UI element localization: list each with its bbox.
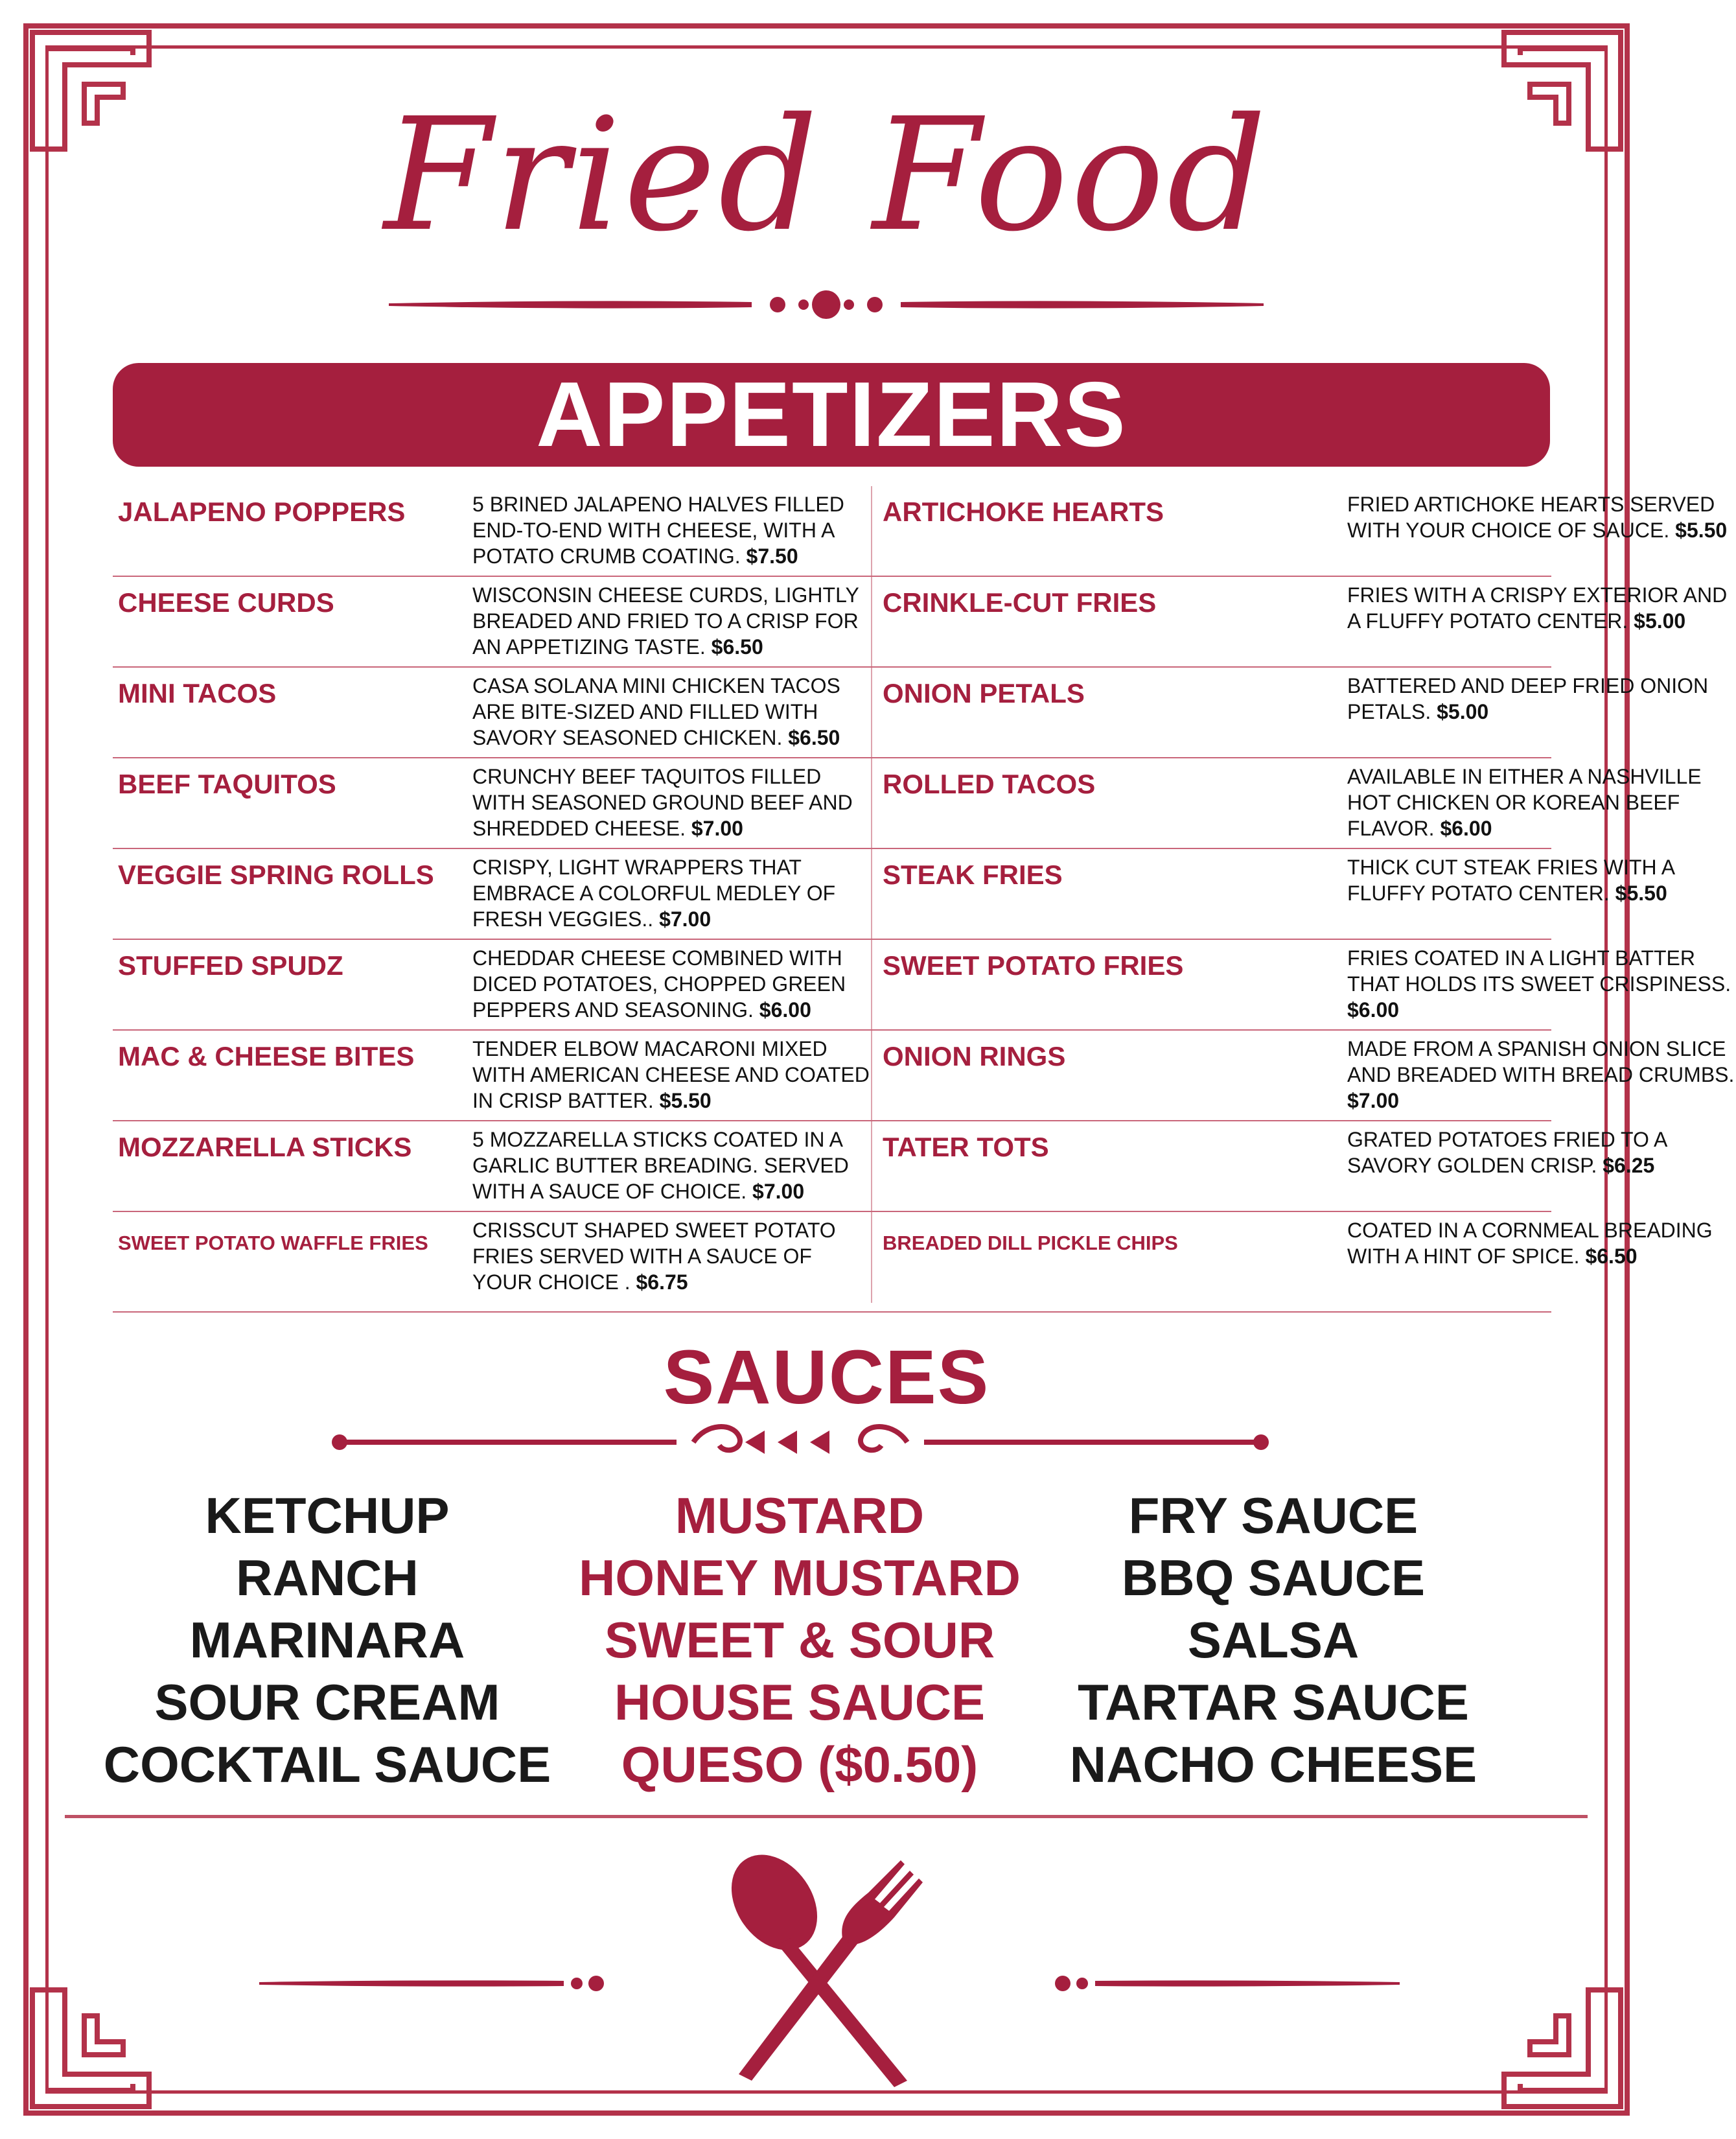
item-description [1347,582,1736,634]
item-description [472,854,874,932]
menu-item-row [113,758,877,849]
item-name: ONION RINGS [883,1041,1066,1071]
item-description-text: CRUNCHY BEEF TAQUITOS FILLED WITH SEASONED GROUND BEEF AND SHREDDED CHEESE. [472,765,853,840]
item-description-text: TENDER ELBOW MACARONI MIXED WITH AMERICAN CHEESE AND COATED IN CRISP BATTER. [472,1037,870,1112]
item-description [472,582,874,660]
sauces-heading: SAUCES [663,1335,990,1420]
sauce-item: SALSA [1187,1611,1360,1668]
item-price: $7.00 [752,1180,805,1203]
item-description [1347,854,1736,906]
item-description [1347,673,1736,725]
menu-item-row [113,1031,877,1121]
item-description-text: COATED IN A CORNMEAL BREADING WITH A HINT OF SPICE. [1347,1219,1713,1268]
sauce-item: KETCHUP [205,1487,450,1544]
menu-item-row [877,849,1674,940]
item-name: JALAPENO POPPERS [118,497,406,527]
item-name: CHEESE CURDS [118,587,334,618]
item-price: $7.00 [1347,1089,1400,1112]
corner-ornament-icon [26,1983,156,2113]
item-description-text: CASA SOLANA MINI CHICKEN TACOS ARE BITE-SIZED AND FILLED WITH SAVORY SEASONED CHICKEN. [472,674,840,749]
item-description-text: THICK CUT STEAK FRIES WITH A FLUFFY POTATO CENTER. [1347,856,1674,905]
divider-line [65,1815,1588,1818]
item-price: $6.00 [1347,998,1400,1022]
item-description-text: CRISSCUT SHAPED SWEET POTATO FRIES SERVED WITH A SAUCE OF YOUR CHOICE . [472,1219,836,1294]
sauce-item: TARTAR SAUCE [1078,1674,1469,1731]
item-price: $6.50 [788,726,840,749]
item-description-text: FRIED ARTICHOKE HEARTS SERVED WITH YOUR CHOICE OF SAUCE. [1347,493,1715,542]
item-description-text: GRATED POTATOES FRIED TO A SAVORY GOLDEN CRISP. [1347,1128,1667,1177]
menu-item-row [113,940,877,1031]
sauce-item: SWEET & SOUR [604,1611,995,1668]
item-description-text: AVAILABLE IN EITHER A NASHVILLE HOT CHICKEN OR KOREAN BEEF FLAVOR. [1347,765,1702,840]
flourish-icon [1037,1970,1400,1996]
menu-item-row [877,486,1728,577]
item-name: VEGGIE SPRING ROLLS [118,859,434,890]
item-name: ONION PETALS [883,678,1085,708]
menu-item-row [113,577,877,668]
item-price: $7.50 [746,544,798,568]
item-description [1347,1217,1736,1269]
item-price: $5.00 [1437,700,1489,723]
sauce-item: FRY SAUCE [1128,1487,1418,1544]
sauce-item: MARINARA [189,1611,465,1668]
item-price: $5.50 [1615,882,1667,905]
item-price: $5.50 [659,1089,712,1112]
item-description [472,945,874,1023]
flourish-icon [259,1970,622,1996]
item-description-text: WISCONSIN CHEESE CURDS, LIGHTLY BREADED AND FRIED TO A CRISP FOR AN APPETIZING TASTE. [472,583,859,659]
item-price: $6.00 [759,998,811,1022]
item-description [472,764,874,841]
item-description [1347,764,1736,841]
item-description [1347,945,1736,1023]
item-name: MAC & CHEESE BITES [118,1041,415,1071]
appetizers-banner [113,363,1550,467]
sauce-item: HONEY MUSTARD [579,1549,1021,1606]
item-description [472,1127,874,1204]
sauce-item: NACHO CHEESE [1069,1736,1477,1793]
item-description [1347,1127,1736,1178]
item-description [1347,491,1736,543]
item-description-text: MADE FROM A SPANISH ONION SLICE AND BREADED WITH BREAD CRUMBS. [1347,1037,1735,1086]
right-column [877,486,1735,1313]
item-description [1347,1036,1736,1114]
item-price: $7.00 [691,817,743,840]
sauce-item: RANCH [236,1549,419,1606]
item-price: $6.50 [711,635,763,659]
menu-item-row [877,577,1728,668]
sauce-column-1 [68,1484,586,1795]
sauce-column-3 [1014,1484,1533,1795]
menu-item-row [877,1212,1713,1313]
corner-ornament-icon [1498,1983,1627,2113]
item-price: $6.50 [1585,1245,1638,1268]
sauce-item: HOUSE SAUCE [614,1674,986,1731]
menu-item-row [113,849,877,940]
item-description-text: 5 MOZZARELLA STICKS COATED IN A GARLIC BUTTER BREADING. SERVED WITH A SAUCE OF CHOICE. [472,1128,849,1203]
item-name: MOZZARELLA STICKS [118,1132,412,1162]
sauce-item: COCKTAIL SAUCE [103,1736,551,1793]
flourish-icon [389,285,1264,324]
item-name: CRINKLE-CUT FRIES [883,587,1157,618]
item-name: ROLLED TACOS [883,769,1096,799]
spoon-fork-icon [713,1847,940,2087]
appetizer-list [113,486,1735,1313]
item-name: SWEET POTATO WAFFLE FRIES [118,1232,428,1254]
menu-item-row [877,758,1702,849]
item-price: $5.00 [1634,609,1686,633]
menu-title: Fried Food [384,84,1269,266]
item-description-text: 5 BRINED JALAPENO HALVES FILLED END-TO-END WITH CHEESE, WITH A POTATO CRUMB COATING. [472,493,844,568]
item-name: ARTICHOKE HEARTS [883,497,1164,527]
sauce-item: SOUR CREAM [154,1674,500,1731]
item-description [472,491,874,569]
item-name: MINI TACOS [118,678,277,708]
item-name: SWEET POTATO FRIES [883,950,1184,981]
menu-item-row [113,486,877,577]
item-description-text: BATTERED AND DEEP FRIED ONION PETALS. [1347,674,1709,723]
item-name: BREADED DILL PICKLE CHIPS [883,1232,1178,1254]
sauce-item: QUESO ($0.50) [621,1736,978,1793]
item-price: $6.75 [636,1270,688,1294]
item-name: TATER TOTS [883,1132,1049,1162]
menu-item-row [877,1031,1735,1121]
item-price: $6.00 [1440,817,1492,840]
item-description-text: CRISPY, LIGHT WRAPPERS THAT EMBRACE A COLORFUL MEDLEY OF FRESH VEGGIES.. [472,856,836,931]
item-description [472,673,874,751]
flourish-icon [330,1416,1270,1468]
sauce-column-2 [540,1484,1059,1795]
left-column [113,486,877,1313]
menu-item-row [877,940,1731,1031]
menu-item-row [113,1121,877,1212]
item-price: $5.50 [1675,519,1728,542]
item-description [472,1217,874,1295]
menu-item-row [877,1121,1667,1212]
menu-item-row [877,668,1709,758]
item-price: $7.00 [659,907,712,931]
sauce-item: MUSTARD [675,1487,925,1544]
item-name: STUFFED SPUDZ [118,950,343,981]
menu-item-row [113,1212,877,1313]
sauce-item: BBQ SAUCE [1121,1549,1426,1606]
section-heading: APPETIZERS [536,363,1127,466]
menu-item-row [113,668,877,758]
item-description-text: FRIES WITH A CRISPY EXTERIOR AND A FLUFFY POTATO CENTER. [1347,583,1728,633]
item-price: $6.25 [1603,1154,1655,1177]
item-name: BEEF TAQUITOS [118,769,336,799]
item-description-text: FRIES COATED IN A LIGHT BATTER THAT HOLDS ITS SWEET CRISPINESS. [1347,946,1731,996]
item-description [472,1036,874,1114]
item-description-text: CHEDDAR CHEESE COMBINED WITH DICED POTATOES, CHOPPED GREEN PEPPERS AND SEASONING. [472,946,846,1022]
item-name: STEAK FRIES [883,859,1063,890]
